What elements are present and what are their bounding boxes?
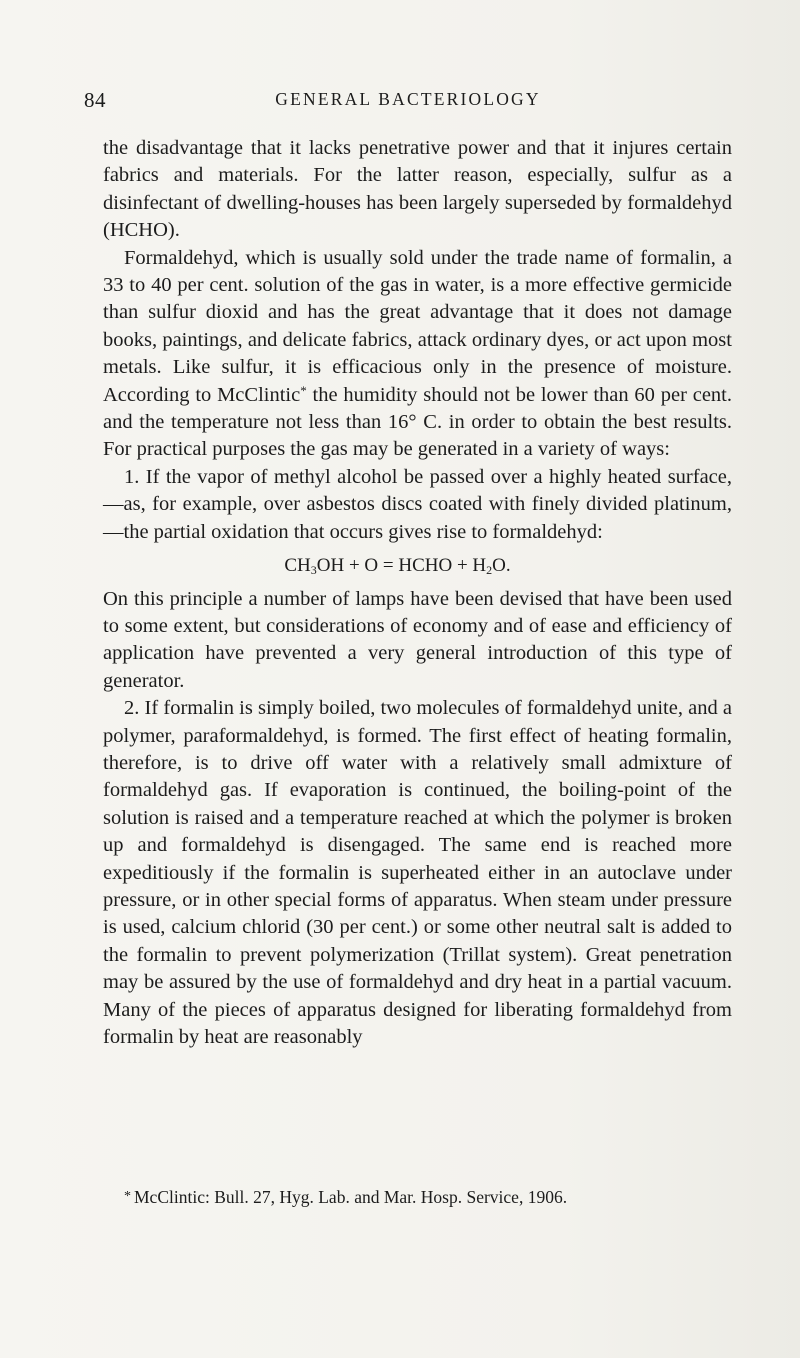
footnote-mark: *: [124, 1189, 131, 1204]
paragraph-3: 1. If the vapor of methyl alcohol be passed over a highly heated surface,—as, for example, over asbestos discs coated with finely divided platinum,—the partial oxidation that occurs gives rise to formaldehyd:: [103, 465, 732, 543]
page-number: 84: [84, 88, 106, 112]
formula-sub-b: 2: [486, 563, 493, 578]
footnote: [124, 1186, 724, 1208]
formula-sub-a: 3: [310, 563, 317, 578]
chemical-equation: [103, 552, 732, 579]
paragraph-1: the disadvantage that it lacks penetrative power and that it injures certain fabrics and materials. For the latter reason, especially, sulfur as a disinfectant of dwelling-houses has been largely superseded by formaldehyd (HCHO).: [103, 137, 732, 242]
paragraph-4: On this principle a number of lamps have been devised that have been used to some extent, but considerations of economy and of ease and efficiency of application have prevented a very general introduction of this type of generator.: [103, 587, 732, 692]
paragraph-2-text-b: the humidity should not be lower than 60 per cent. and the temperature not less than 16° C. in order to obtain the best results. For practical purposes the gas may be generated in a variety of ways:: [103, 383, 732, 461]
formula-part-b: OH + O = HCHO + H: [316, 555, 487, 577]
body-text: [103, 135, 732, 1051]
formula-part-a: CH: [284, 555, 311, 577]
footnote-reference: *: [300, 382, 307, 398]
running-head: [84, 88, 712, 118]
paragraph-2: [103, 245, 732, 464]
paragraph-2-text-a: Formaldehyd, which is usually sold under the trade name of formalin, a 33 to 40 per cent. solution of the gas in water, is a more effective germicide than sulfur dioxid and has the great advantage that it does not damage books, paintings, and delicate fabrics, attack ordinary dyes, or act upon most metals. Like sulfur, it is efficacious only in the presence of moisture. According to McClintic: [103, 246, 732, 406]
formula-part-c: O.: [492, 555, 511, 577]
footnote-text: McClintic: Bull. 27, Hyg. Lab. and Mar. Hosp. Service, 1906.: [134, 1187, 568, 1207]
paragraph-5: 2. If formalin is simply boiled, two molecules of formaldehyd unite, and a polymer, paraformaldehyd, is formed. The first effect of heating formalin, therefore, is to drive off water with a relatively small admixture of formaldehyd gas. If evaporation is continued, the boiling-point of the solution is raised and a temperature reached at which the polymer is broken up and formaldehyd is disengaged. The same end is reached more expeditiously if the formalin is superheated either in an autoclave under pressure, or in other special forms of apparatus. When steam under pressure is used, calcium chlorid (30 per cent.) or some other neutral salt is added to the formalin to prevent polymerization (Trillat system). Great penetration may be assured by the use of formaldehyd and dry heat in a partial vacuum. Many of the pieces of apparatus designed for liberating formaldehyd from formalin by heat are reasonably: [103, 697, 732, 1048]
running-title: GENERAL BACTERIOLOGY: [275, 89, 541, 109]
